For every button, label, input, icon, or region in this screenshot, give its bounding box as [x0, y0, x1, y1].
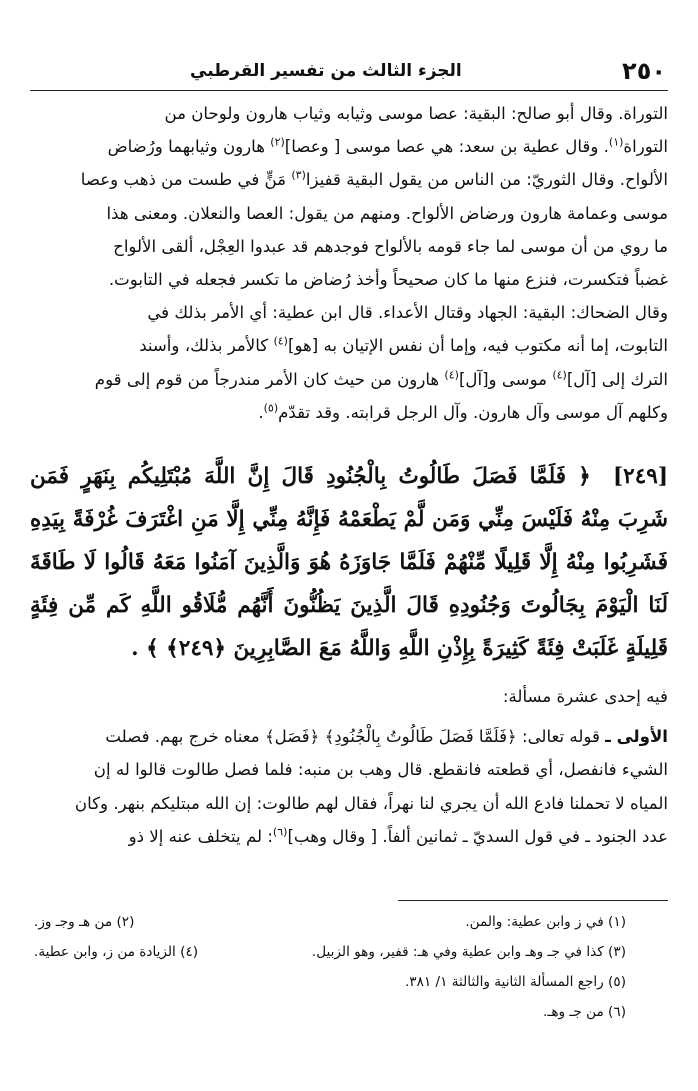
footnote-row [30, 997, 668, 1027]
text-line: ما روي من أن موسى لما جاء قومه بالألواح فوجدهم قد عبدوا العِجْل، ألقى الألواح [113, 236, 668, 256]
page-number: ٢٥٠ [622, 57, 666, 85]
issues-heading: فيه إحدى عشرة مسألة: [502, 687, 668, 706]
header-rule [30, 90, 668, 91]
footnote-ref: (٣) [291, 168, 306, 182]
footnote: (٢) من هـ وجـ وز. [34, 914, 135, 930]
running-title: الجزء الثالث من تفسير القرطبي [190, 61, 462, 81]
text-line: التوراة. وقال أبو صالح: البقية: عصا موسى وثيابه وثياب هارون ولوحان من [164, 104, 668, 123]
text-line: المياه لا تحملنا فادع الله أن يجري لنا نهراً، فقال لهم طالوت: إن الله مبتليكم بنهر. وكان [74, 793, 668, 813]
text-line: الألواح. وقال الثوريّ: من الناس من يقول البقية قفيزا [305, 170, 668, 190]
text-line: : لم يتخلف عنه إلا ذو [128, 827, 273, 847]
footnote-row [30, 937, 668, 967]
footnote-rule [398, 900, 668, 901]
footnote-ref: (٤) [273, 334, 288, 348]
footnote-ref: (٢) [270, 135, 285, 149]
page-header [30, 52, 666, 90]
footnote-ref: (٦) [272, 825, 288, 839]
first-issue-paragraph [30, 720, 668, 854]
footnote-ref: (٥) [263, 401, 279, 415]
footnote: (٦) من جـ وهـ. [543, 1004, 626, 1020]
text-line: التابوت، إما أنه مكتوب فيه، وإما أن نفس الإتيان به [هو] [287, 336, 668, 356]
text-line: هارون من حيث كان الأمر مندرجاً من قوم إلى قوم [94, 369, 445, 389]
footnote: (١) في ز وابن عطية: والمن. [465, 914, 626, 930]
text-line: كالأمر بذلك، وأسند [139, 336, 274, 356]
text-line: . وقال عطية بن سعد: هي عصا موسى [ وعصا] [284, 137, 609, 157]
text-line: . [258, 402, 264, 422]
quran-verse [30, 455, 668, 670]
text-line: عدد الجنود ـ في قول السديّ ـ ثمانين ألفاً. [ وقال وهب] [287, 827, 668, 847]
footnote-ref: (٤) [444, 368, 459, 382]
footnote-row [30, 907, 668, 937]
verse-number: [٢٤٩] [612, 464, 668, 489]
footnote: (٤) الزيادة من ز، وابن عطية. [34, 944, 199, 960]
text-line: هارون وثيابهما ورُضاض [107, 137, 271, 157]
text-line: قوله تعالى: ﴿فَلَمَّا فَصَلَ طَالُوتُ بِالْجُنُودِ﴾ ﴿فَصَل﴾ معناه خرج بهم. فصلت [105, 727, 606, 746]
footnotes [30, 907, 668, 1027]
footnote-row [30, 967, 668, 997]
text-line: موسى و[آل] [458, 369, 553, 389]
text-line: الترك إلى [آل] [566, 369, 668, 389]
footnote-ref: (٤) [552, 368, 567, 382]
footnote-ref: (١) [608, 135, 624, 149]
text-line: التوراة [623, 137, 668, 157]
issue-lead: الأولى ـ [605, 727, 668, 746]
verse-text: ﴿ فَلَمَّا فَصَلَ طَالُوتُ بِالْجُنُودِ قَالَ إِنَّ اللَّهَ مُبْتَلِيكُم بِنَهَرٍ فَمَن شَرِبَ مِنْهُ فَلَيْسَ مِنِّي وَمَن لَّمْ يَطْعَمْهُ فَإِنَّهُ مِنِّي إِلَّا مَنِ اغْتَرَفَ غُرْفَةً بِيَدِهِ فَشَرِبُوا مِنْهُ إِلَّا قَلِيلًا مِّنْهُمْ فَلَمَّا جَاوَزَهُ هُوَ وَالَّذِينَ آمَنُوا مَعَهُ قَالُوا لَا طَاقَةَ لَنَا الْيَوْمَ بِجَالُوتَ وَجُنُودِهِ قَالَ الَّذِينَ يَظُنُّونَ أَنَّهُم مُّلَاقُو اللَّهِ كَم مِّن فِئَةٍ قَلِيلَةٍ غَلَبَتْ فِئَةً كَثِيرَةً بِإِذْنِ اللَّهِ وَاللَّهُ مَعَ الصَّابِرِينَ ﴿٢٤٩﴾ ﴾ . [30, 464, 668, 661]
text-line: وقال الضحاك: البقية: الجهاد وقتال الأعداء. قال ابن عطية: أي الأمر بذلك في [147, 303, 668, 323]
text-line: وكلهم آل موسى وآل هارون. وآل الرجل قرابته. وقد تقدّم [278, 402, 668, 422]
text-line: مَنٍّ في طست من ذهب وعصا [80, 170, 292, 190]
text-line: الشيء فانفصل، أي قطعته فانقطع. قال وهب بن منبه: فلما فصل طالوت قالوا له إن [93, 760, 668, 780]
commentary-paragraph [30, 97, 668, 429]
text-line: غضباً فتكسرت، فنزع منها ما كان صحيحاً وأخذ رُضاض ما تكسر فجعله في التابوت. [108, 270, 668, 290]
footnote: (٣) كذا في جـ وهـ وابن عطية وفي هـ: قفير، وهو الزبيل. [311, 944, 626, 960]
footnote: (٥) راجع المسألة الثانية والثالثة ١/ ٣٨١. [404, 974, 626, 990]
text-line: موسى وعمامة هارون ورضاض الألواح. ومنهم من يقول: العصا والنعلان. ومعنى هذا [106, 203, 668, 223]
